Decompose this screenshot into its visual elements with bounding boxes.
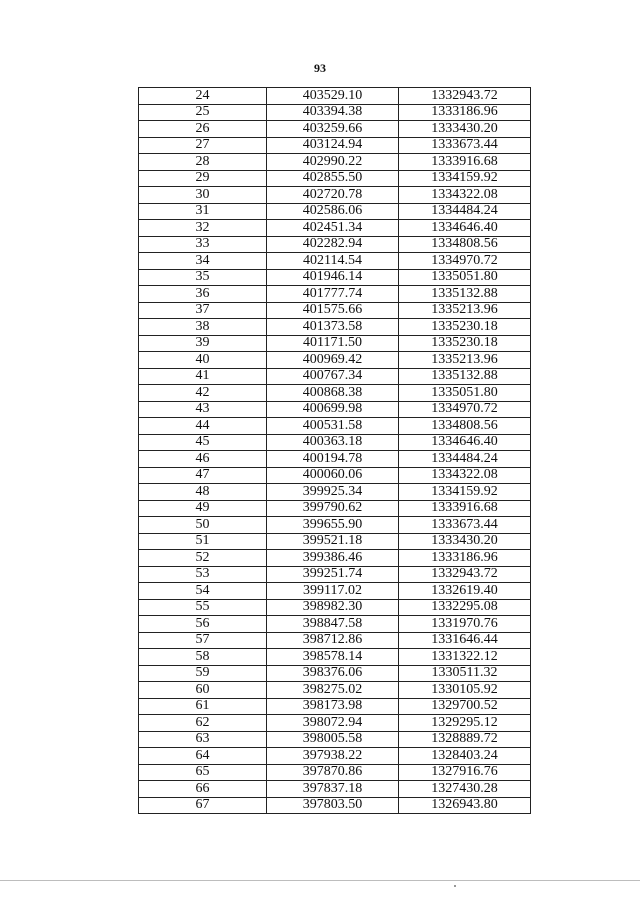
- x-coordinate-cell: 403124.94: [267, 137, 399, 154]
- point-number-cell: 66: [139, 781, 267, 798]
- point-number-cell: 43: [139, 401, 267, 418]
- table-row: [139, 88, 531, 105]
- y-coordinate-cell: 1333673.44: [399, 517, 531, 534]
- x-coordinate-cell: 399117.02: [267, 583, 399, 600]
- table-row: [139, 781, 531, 798]
- y-coordinate-cell: 1327430.28: [399, 781, 531, 798]
- table-row: [139, 302, 531, 319]
- y-coordinate-cell: 1333916.68: [399, 154, 531, 171]
- x-coordinate-cell: 402114.54: [267, 253, 399, 270]
- x-coordinate-cell: 397938.22: [267, 748, 399, 765]
- point-number-cell: 57: [139, 632, 267, 649]
- point-number-cell: 36: [139, 286, 267, 303]
- x-coordinate-cell: 398712.86: [267, 632, 399, 649]
- y-coordinate-cell: 1329295.12: [399, 715, 531, 732]
- x-coordinate-cell: 398982.30: [267, 599, 399, 616]
- x-coordinate-cell: 402282.94: [267, 236, 399, 253]
- table-row: [139, 484, 531, 501]
- table-row: [139, 698, 531, 715]
- point-number-cell: 46: [139, 451, 267, 468]
- y-coordinate-cell: 1334322.08: [399, 467, 531, 484]
- y-coordinate-cell: 1333916.68: [399, 500, 531, 517]
- x-coordinate-cell: 397837.18: [267, 781, 399, 798]
- point-number-cell: 44: [139, 418, 267, 435]
- table-row: [139, 748, 531, 765]
- coordinates-table: [138, 87, 531, 814]
- table-row: [139, 253, 531, 270]
- y-coordinate-cell: 1335213.96: [399, 352, 531, 369]
- y-coordinate-cell: 1333186.96: [399, 104, 531, 121]
- point-number-cell: 32: [139, 220, 267, 237]
- x-coordinate-cell: 403394.38: [267, 104, 399, 121]
- y-coordinate-cell: 1335051.80: [399, 385, 531, 402]
- y-coordinate-cell: 1331646.44: [399, 632, 531, 649]
- y-coordinate-cell: 1333673.44: [399, 137, 531, 154]
- y-coordinate-cell: 1335132.88: [399, 286, 531, 303]
- y-coordinate-cell: 1331970.76: [399, 616, 531, 633]
- y-coordinate-cell: 1332943.72: [399, 88, 531, 105]
- point-number-cell: 26: [139, 121, 267, 138]
- y-coordinate-cell: 1327916.76: [399, 764, 531, 781]
- x-coordinate-cell: 398173.98: [267, 698, 399, 715]
- point-number-cell: 55: [139, 599, 267, 616]
- x-coordinate-cell: 399251.74: [267, 566, 399, 583]
- table-row: [139, 434, 531, 451]
- x-coordinate-cell: 403529.10: [267, 88, 399, 105]
- point-number-cell: 64: [139, 748, 267, 765]
- x-coordinate-cell: 399790.62: [267, 500, 399, 517]
- y-coordinate-cell: 1333186.96: [399, 550, 531, 567]
- point-number-cell: 28: [139, 154, 267, 171]
- point-number-cell: 33: [139, 236, 267, 253]
- x-coordinate-cell: 398005.58: [267, 731, 399, 748]
- table-row: [139, 401, 531, 418]
- table-row: [139, 368, 531, 385]
- y-coordinate-cell: 1333430.20: [399, 121, 531, 138]
- y-coordinate-cell: 1330105.92: [399, 682, 531, 699]
- coordinates-table-body: [139, 88, 531, 814]
- y-coordinate-cell: 1335213.96: [399, 302, 531, 319]
- point-number-cell: 40: [139, 352, 267, 369]
- table-row: [139, 220, 531, 237]
- point-number-cell: 61: [139, 698, 267, 715]
- point-number-cell: 59: [139, 665, 267, 682]
- table-row: [139, 335, 531, 352]
- point-number-cell: 24: [139, 88, 267, 105]
- point-number-cell: 67: [139, 797, 267, 814]
- point-number-cell: 63: [139, 731, 267, 748]
- table-row: [139, 187, 531, 204]
- table-row: [139, 121, 531, 138]
- y-coordinate-cell: 1335132.88: [399, 368, 531, 385]
- point-number-cell: 53: [139, 566, 267, 583]
- x-coordinate-cell: 397803.50: [267, 797, 399, 814]
- x-coordinate-cell: 398847.58: [267, 616, 399, 633]
- x-coordinate-cell: 400767.34: [267, 368, 399, 385]
- table-row: [139, 467, 531, 484]
- point-number-cell: 45: [139, 434, 267, 451]
- point-number-cell: 58: [139, 649, 267, 666]
- y-coordinate-cell: 1334159.92: [399, 170, 531, 187]
- x-coordinate-cell: 402720.78: [267, 187, 399, 204]
- table-row: [139, 451, 531, 468]
- x-coordinate-cell: 400531.58: [267, 418, 399, 435]
- table-row: [139, 715, 531, 732]
- x-coordinate-cell: 398072.94: [267, 715, 399, 732]
- table-row: [139, 352, 531, 369]
- x-coordinate-cell: 400060.06: [267, 467, 399, 484]
- x-coordinate-cell: 397870.86: [267, 764, 399, 781]
- y-coordinate-cell: 1334159.92: [399, 484, 531, 501]
- table-row: [139, 566, 531, 583]
- x-coordinate-cell: 401575.66: [267, 302, 399, 319]
- point-number-cell: 25: [139, 104, 267, 121]
- point-number-cell: 42: [139, 385, 267, 402]
- y-coordinate-cell: 1335230.18: [399, 335, 531, 352]
- y-coordinate-cell: 1335230.18: [399, 319, 531, 336]
- table-row: [139, 731, 531, 748]
- point-number-cell: 37: [139, 302, 267, 319]
- y-coordinate-cell: 1334970.72: [399, 401, 531, 418]
- point-number-cell: 48: [139, 484, 267, 501]
- table-row: [139, 154, 531, 171]
- table-row: [139, 583, 531, 600]
- x-coordinate-cell: 400194.78: [267, 451, 399, 468]
- x-coordinate-cell: 403259.66: [267, 121, 399, 138]
- point-number-cell: 30: [139, 187, 267, 204]
- table-row: [139, 797, 531, 814]
- point-number-cell: 31: [139, 203, 267, 220]
- x-coordinate-cell: 399655.90: [267, 517, 399, 534]
- y-coordinate-cell: 1334322.08: [399, 187, 531, 204]
- table-row: [139, 665, 531, 682]
- y-coordinate-cell: 1332943.72: [399, 566, 531, 583]
- y-coordinate-cell: 1334808.56: [399, 418, 531, 435]
- x-coordinate-cell: 402451.34: [267, 220, 399, 237]
- y-coordinate-cell: 1331322.12: [399, 649, 531, 666]
- y-coordinate-cell: 1332619.40: [399, 583, 531, 600]
- table-row: [139, 500, 531, 517]
- table-row: [139, 236, 531, 253]
- x-coordinate-cell: 398578.14: [267, 649, 399, 666]
- point-number-cell: 54: [139, 583, 267, 600]
- table-row: [139, 649, 531, 666]
- x-coordinate-cell: 400969.42: [267, 352, 399, 369]
- point-number-cell: 38: [139, 319, 267, 336]
- point-number-cell: 35: [139, 269, 267, 286]
- table-row: [139, 203, 531, 220]
- point-number-cell: 49: [139, 500, 267, 517]
- x-coordinate-cell: 399521.18: [267, 533, 399, 550]
- y-coordinate-cell: 1334970.72: [399, 253, 531, 270]
- point-number-cell: 29: [139, 170, 267, 187]
- table-row: [139, 319, 531, 336]
- y-coordinate-cell: 1326943.80: [399, 797, 531, 814]
- point-number-cell: 27: [139, 137, 267, 154]
- y-coordinate-cell: 1334484.24: [399, 451, 531, 468]
- x-coordinate-cell: 401373.58: [267, 319, 399, 336]
- scan-speck-mark: [454, 885, 456, 887]
- x-coordinate-cell: 399925.34: [267, 484, 399, 501]
- table-row: [139, 682, 531, 699]
- point-number-cell: 60: [139, 682, 267, 699]
- x-coordinate-cell: 402990.22: [267, 154, 399, 171]
- table-row: [139, 517, 531, 534]
- x-coordinate-cell: 400363.18: [267, 434, 399, 451]
- x-coordinate-cell: 398376.06: [267, 665, 399, 682]
- point-number-cell: 50: [139, 517, 267, 534]
- table-row: [139, 418, 531, 435]
- point-number-cell: 47: [139, 467, 267, 484]
- table-row: [139, 269, 531, 286]
- table-row: [139, 104, 531, 121]
- x-coordinate-cell: 401946.14: [267, 269, 399, 286]
- point-number-cell: 62: [139, 715, 267, 732]
- table-row: [139, 170, 531, 187]
- point-number-cell: 34: [139, 253, 267, 270]
- point-number-cell: 39: [139, 335, 267, 352]
- y-coordinate-cell: 1333430.20: [399, 533, 531, 550]
- table-row: [139, 632, 531, 649]
- x-coordinate-cell: 400699.98: [267, 401, 399, 418]
- y-coordinate-cell: 1334646.40: [399, 220, 531, 237]
- y-coordinate-cell: 1328403.24: [399, 748, 531, 765]
- table-row: [139, 385, 531, 402]
- x-coordinate-cell: 399386.46: [267, 550, 399, 567]
- x-coordinate-cell: 402586.06: [267, 203, 399, 220]
- x-coordinate-cell: 401171.50: [267, 335, 399, 352]
- y-coordinate-cell: 1329700.52: [399, 698, 531, 715]
- x-coordinate-cell: 402855.50: [267, 170, 399, 187]
- y-coordinate-cell: 1334646.40: [399, 434, 531, 451]
- point-number-cell: 52: [139, 550, 267, 567]
- table-row: [139, 533, 531, 550]
- point-number-cell: 56: [139, 616, 267, 633]
- point-number-cell: 65: [139, 764, 267, 781]
- y-coordinate-cell: 1332295.08: [399, 599, 531, 616]
- page-number: 93: [314, 61, 326, 75]
- x-coordinate-cell: 400868.38: [267, 385, 399, 402]
- point-number-cell: 41: [139, 368, 267, 385]
- y-coordinate-cell: 1330511.32: [399, 665, 531, 682]
- y-coordinate-cell: 1328889.72: [399, 731, 531, 748]
- y-coordinate-cell: 1335051.80: [399, 269, 531, 286]
- table-row: [139, 550, 531, 567]
- y-coordinate-cell: 1334808.56: [399, 236, 531, 253]
- x-coordinate-cell: 398275.02: [267, 682, 399, 699]
- x-coordinate-cell: 401777.74: [267, 286, 399, 303]
- page-bottom-rule: [0, 880, 640, 881]
- table-row: [139, 616, 531, 633]
- table-row: [139, 764, 531, 781]
- y-coordinate-cell: 1334484.24: [399, 203, 531, 220]
- point-number-cell: 51: [139, 533, 267, 550]
- table-row: [139, 599, 531, 616]
- table-row: [139, 286, 531, 303]
- table-row: [139, 137, 531, 154]
